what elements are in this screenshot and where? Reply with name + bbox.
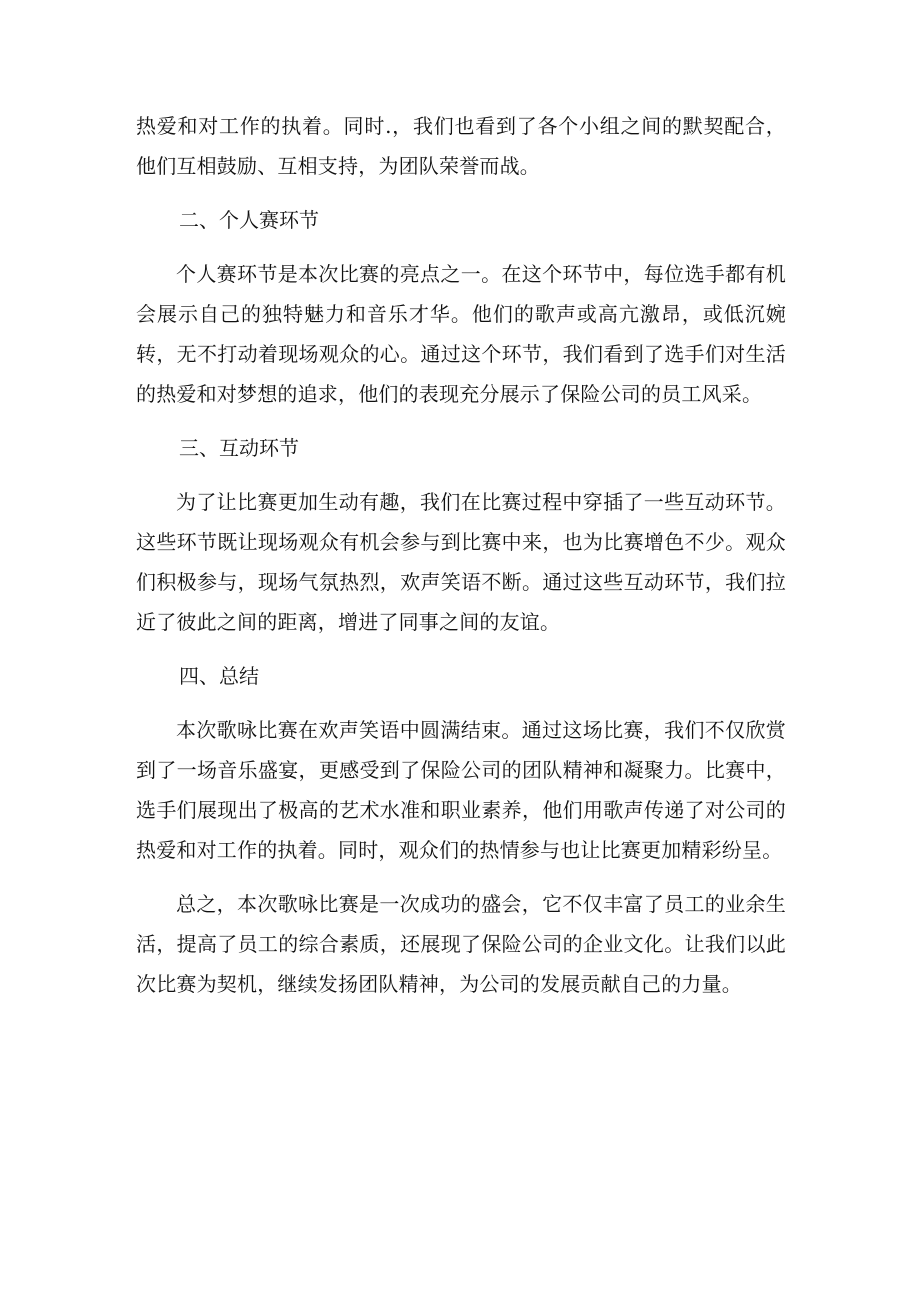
section-heading-individual: 二、个人赛环节 xyxy=(179,208,319,232)
section-heading-summary: 四、总结 xyxy=(179,664,259,688)
document-body xyxy=(136,106,786,1004)
paragraph-conclusion: 总之，本次歌咏比赛是一次成功的盛会，它不仅丰富了员工的业余生活，提高了员工的综合素质，还展现了保险公司的企业文化。让我们以此次比赛为契机，继续发扬团队精神，为公司的发展贡献自己的力量。 xyxy=(136,892,786,996)
paragraph-summary: 本次歌咏比赛在欢声笑语中圆满结束。通过这场比赛，我们不仅欣赏到了一场音乐盛宴，更感受到了保险公司的团队精神和凝聚力。比赛中，选手们展现出了极高的艺术水准和职业素养，他们用歌声传递了对公司的热爱和对工作的执着。同时，观众们的热情参与也让比赛更加精彩纷呈。 xyxy=(136,718,786,862)
section-heading-interaction: 三、互动环节 xyxy=(179,436,299,460)
paragraph-continued: 热爱和对工作的执着。同时.，我们也看到了各个小组之间的默契配合，他们互相鼓励、互相支持，为团队荣誉而战。 xyxy=(136,114,786,178)
paragraph-individual: 个人赛环节是本次比赛的亮点之一。在这个环节中，每位选手都有机会展示自己的独特魅力和音乐才华。他们的歌声或高亢激昂，或低沉婉转，无不打动着现场观众的心。通过这个环节，我们看到了选手们对生活的热爱和对梦想的追求，他们的表现充分展示了保险公司的员工风采。 xyxy=(136,262,786,406)
paragraph-interaction: 为了让比赛更加生动有趣，我们在比赛过程中穿插了一些互动环节。这些环节既让现场观众有机会参与到比赛中来，也为比赛增色不少。观众们积极参与，现场气氛热烈，欢声笑语不断。通过这些互动环节，我们拉近了彼此之间的距离，增进了同事之间的友谊。 xyxy=(136,490,786,634)
